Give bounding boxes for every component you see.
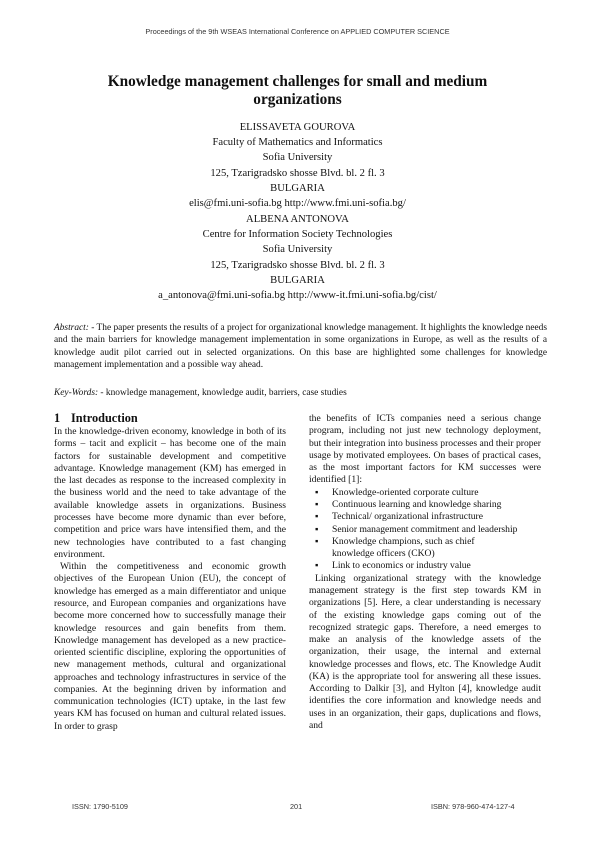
right-column [309, 413, 541, 732]
keywords [54, 387, 547, 399]
list-item: ▪ Knowledge-oriented corporate culture [315, 486, 479, 498]
bullet-icon: ▪ [315, 498, 319, 510]
author-contact: elis@fmi.uni-sofia.bg http://www.fmi.uni-sofia.bg/ [189, 198, 406, 210]
author-affiliation: Centre for Information Society Technologies [202, 229, 393, 241]
author-block-1 [0, 120, 595, 211]
running-header: Proceedings of the 9th WSEAS International Conference on APPLIED COMPUTER SCIENCE [145, 27, 450, 36]
bullet-icon: ▪ [315, 523, 319, 535]
author-university: Sofia University [262, 244, 333, 256]
author-contact: a_antonova@fmi.uni-sofia.bg http://www-it.fmi.uni-sofia.bg/cist/ [158, 290, 437, 302]
bullet-icon: ▪ [315, 511, 319, 523]
abstract-label: Abstract: - [54, 323, 95, 333]
footer-issn: ISSN: 1790-5109 [72, 802, 128, 811]
author-country: BULGARIA [270, 182, 325, 194]
keywords-text: knowledge management, knowledge audit, barriers, case studies [103, 388, 347, 398]
abstract-text: The paper presents the results of a project for organizational knowledge management. It highlights the knowledge needs and the main barriers for knowledge management implementation in some organizations in Europe, as well as the results of a knowledge audit pilot carried out in selected organizations. On this base are highlighted some challenges for knowledge management implementation and a possible way ahead. [54, 323, 548, 370]
author-affiliation: Faculty of Mathematics and Informatics [212, 137, 383, 149]
author-block-2 [0, 212, 595, 303]
left-column [54, 411, 286, 733]
success-factors-list [309, 487, 541, 573]
section-number: 1 [54, 411, 61, 425]
author-university: Sofia University [262, 152, 333, 164]
section-title: Introduction [71, 411, 138, 425]
bullet-icon: ▪ [315, 560, 319, 572]
bullet-icon: ▪ [315, 486, 319, 498]
footer-isbn: ISBN: 978-960-474-127-4 [431, 802, 515, 811]
author-address: 125, Tzarigradsko shosse Blvd. bl. 2 fl. 3 [210, 259, 385, 271]
list-item: ▪ Senior management commitment and leadership [315, 523, 518, 535]
paper-title: Knowledge management challenges for small and medium organizations [107, 73, 488, 108]
author-name: ELISSAVETA GOUROVA [239, 122, 356, 133]
list-item: ▪ Continuous learning and knowledge sharing [315, 498, 502, 510]
bullet-icon: ▪ [315, 535, 319, 547]
paragraph: Within the competitiveness and economic growth objectives of the European Union (EU), the concept of knowledge has emerged as a main differentiator and unique resource, and European companies and organizations have become more concerned how to successfully manage their knowledge resources and gain benefits from them. Knowledge management has developed as a new practice-oriented scientific discipline, exploring the opportunities of new management methods, cultural and organizational approaches and technology infrastructures in service of the companies. At the beginning driven by information and communication technologies (ICT) uptake, in the last few years KM has focused on human and cultural related issues. In order to grasp [54, 561, 286, 732]
paragraph: Linking organizational strategy with the knowledge management strategy is the first step towards KM in organizations [5]. Here, a clear understanding is necessary of the existing knowledge gaps coming out of the recognized strategic gaps. Therefore, a need emerges to make an analysis of the knowledge assets of the organization, their usage, the internal and external knowledge processes and flows, etc. The Knowledge Audit (KA) is the appropriate tool for answering all these issues. According to Dalkir [3], and Hylton [4], knowledge audit identifies the core information and knowledge needs and uses in an organization, their gaps, duplications and flows, and [309, 572, 541, 732]
list-item: ▪ Technical/ organizational infrastructure [315, 511, 483, 523]
abstract [54, 322, 547, 371]
author-country: BULGARIA [270, 274, 325, 286]
list-item: ▪ Knowledge champions, such as chief knowledge officers (CKO) [315, 535, 475, 560]
paragraph: the benefits of ICTs companies need a serious change program, including not just new technology deployment, but their integration into business processes and their proper usage by motivated employees. On bases of practical cases, as the most important factors for KM successes were identified [1]: [309, 413, 541, 486]
author-address: 125, Tzarigradsko shosse Blvd. bl. 2 fl. 3 [210, 167, 385, 179]
list-item: ▪ Link to economics or industry value [315, 560, 471, 572]
author-name: ALBENA ANTONOVA [246, 214, 349, 225]
footer-page-number: 201 [290, 802, 303, 811]
paragraph: In the knowledge-driven economy, knowledge in both of its forms – tacit and explicit – has become one of the main factors for sustainable development and competitive advantage. Knowledge management (KM) has emerged in the last decades as response to the increased complexity in the business world and the need to take advantage of the available knowledge assets in organizations. Business processes have become more dynamic than ever before, competition and price wars have intensified them, and the new technologies have contributed to a fast changing environment. [54, 426, 286, 560]
keywords-label: Key-Words: - [54, 388, 104, 398]
section-heading [54, 411, 286, 425]
